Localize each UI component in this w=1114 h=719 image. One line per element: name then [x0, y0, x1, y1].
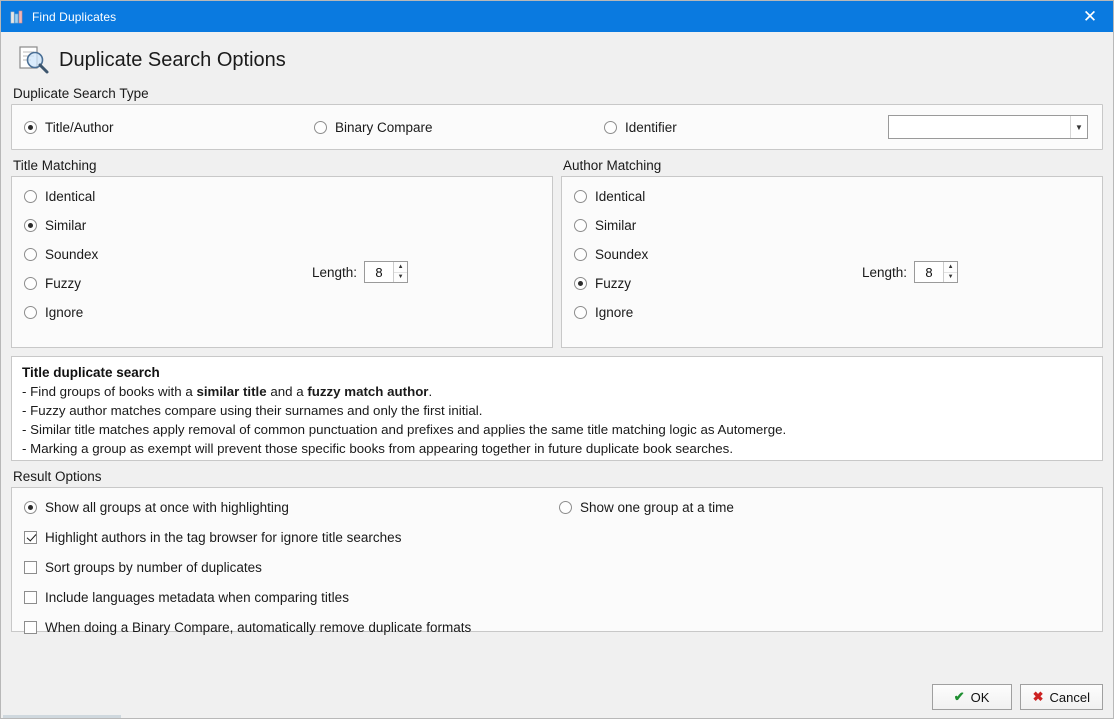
radio-author-soundex-label: Soundex	[595, 247, 649, 262]
radio-identifier-label: Identifier	[625, 119, 677, 135]
radio-dot-icon	[574, 306, 587, 319]
checkbox-highlight-authors-label: Highlight authors in the tag browser for ignore title searches	[45, 530, 402, 545]
title-length-buttons[interactable]	[393, 262, 407, 282]
cancel-button[interactable]	[1020, 684, 1103, 710]
x-icon: ✖	[1032, 689, 1044, 704]
result-options-group	[11, 469, 1103, 635]
checkbox-sort-groups[interactable]	[24, 560, 1090, 575]
author-matching-box	[561, 176, 1103, 348]
checkbox-remove-duplicate-formats[interactable]	[24, 620, 1090, 635]
radio-identifier[interactable]	[604, 120, 888, 135]
title-length-value[interactable]: 8	[375, 264, 383, 280]
magnifier-duplicate-icon	[17, 44, 51, 76]
radio-show-all-groups-label: Show all groups at once with highlighting	[45, 500, 289, 515]
dialog-body	[1, 32, 1113, 718]
cancel-button-label: Cancel	[1049, 689, 1090, 705]
title-length-stepper[interactable]	[364, 261, 408, 283]
title-length-field	[312, 261, 408, 283]
description-line-4: - Marking a group as exempt will prevent those specific books from appearing together in future duplicate book searches.	[22, 441, 734, 456]
checkbox-box-icon	[24, 591, 37, 604]
stepper-up-icon[interactable]: ▲	[944, 262, 957, 273]
checkbox-box-icon	[24, 531, 37, 544]
identifier-combo[interactable]	[888, 115, 1088, 139]
radio-title-ignore[interactable]	[24, 305, 540, 320]
description-panel	[11, 356, 1103, 461]
radio-title-fuzzy[interactable]	[24, 276, 540, 291]
book-icon	[9, 9, 25, 25]
description-line-1	[22, 382, 1092, 401]
radio-dot-icon	[24, 501, 37, 514]
radio-title-soundex[interactable]	[24, 247, 540, 262]
checkbox-highlight-authors[interactable]	[24, 530, 1090, 545]
radio-author-identical-label: Identical	[595, 189, 646, 204]
radio-author-ignore-label: Ignore	[595, 305, 634, 320]
radio-dot-icon	[24, 306, 37, 319]
radio-show-all-groups[interactable]	[24, 500, 559, 515]
stepper-up-icon[interactable]: ▲	[394, 262, 407, 273]
result-options-label: Result Options	[13, 469, 102, 484]
radio-dot-icon	[24, 190, 37, 203]
close-icon[interactable]: ✕	[1082, 6, 1098, 26]
radio-author-ignore[interactable]	[574, 305, 1090, 320]
stepper-down-icon[interactable]: ▼	[394, 273, 407, 283]
checkbox-include-languages[interactable]	[24, 590, 1090, 605]
description-line-3: - Similar title matches apply removal of common punctuation and prefixes and applies the same title matching logic as Automerge.	[22, 422, 787, 437]
checkbox-sort-groups-label: Sort groups by number of duplicates	[45, 560, 262, 575]
description-title: Title duplicate search	[22, 365, 160, 380]
radio-show-one-group[interactable]	[559, 500, 734, 515]
radio-dot-icon	[24, 121, 37, 134]
author-length-label: Length:	[862, 264, 908, 280]
radio-dot-icon	[574, 277, 587, 290]
radio-dot-icon	[574, 190, 587, 203]
radio-title-identical-label: Identical	[45, 189, 96, 204]
chevron-down-icon: ▼	[1070, 116, 1087, 138]
radio-title-ignore-label: Ignore	[45, 305, 84, 320]
matching-section	[11, 158, 1103, 348]
checkbox-remove-duplicate-formats-label: When doing a Binary Compare, automatically remove duplicate formats	[45, 620, 472, 635]
checkbox-box-icon	[24, 561, 37, 574]
result-options-box	[11, 487, 1103, 635]
radio-dot-icon	[574, 219, 587, 232]
radio-author-soundex[interactable]	[574, 247, 1090, 262]
radio-title-author[interactable]	[24, 120, 314, 135]
desc-line1-mid: and a	[266, 384, 308, 399]
duplicate-search-type-box	[11, 104, 1103, 150]
radio-author-identical[interactable]	[574, 189, 1090, 204]
radio-title-similar[interactable]	[24, 218, 540, 233]
desc-line1-suffix: .	[428, 384, 433, 399]
author-matching-group	[561, 158, 1103, 348]
window-title: Find Duplicates	[32, 9, 117, 24]
stepper-down-icon[interactable]: ▼	[944, 273, 957, 283]
title-matching-group	[11, 158, 553, 348]
radio-dot-icon	[604, 121, 617, 134]
radio-author-similar-label: Similar	[595, 218, 637, 233]
radio-title-author-label: Title/Author	[45, 119, 114, 135]
desc-line1-bold2: fuzzy match author	[307, 384, 429, 399]
title-matching-label: Title Matching	[13, 158, 97, 173]
radio-dot-icon	[24, 277, 37, 290]
author-length-buttons[interactable]	[943, 262, 957, 282]
page-title-text: Duplicate Search Options	[59, 48, 286, 71]
dialog-footer	[932, 684, 1103, 710]
radio-dot-icon	[559, 501, 572, 514]
radio-dot-icon	[574, 248, 587, 261]
radio-author-similar[interactable]	[574, 218, 1090, 233]
radio-show-one-group-label: Show one group at a time	[580, 500, 734, 515]
author-length-field	[862, 261, 958, 283]
author-length-value[interactable]: 8	[925, 264, 933, 280]
checkbox-box-icon	[24, 621, 37, 634]
desc-line1-bold1: similar title	[196, 384, 267, 399]
duplicate-search-type-label: Duplicate Search Type	[13, 86, 149, 101]
ok-button-label: OK	[970, 689, 990, 705]
radio-dot-icon	[24, 248, 37, 261]
title-bar	[1, 1, 1113, 32]
radio-title-similar-label: Similar	[45, 218, 87, 233]
title-length-label: Length:	[312, 264, 358, 280]
radio-author-fuzzy-label: Fuzzy	[595, 276, 632, 291]
taskbar-strip	[3, 715, 121, 718]
radio-title-soundex-label: Soundex	[45, 247, 99, 262]
check-icon: ✔	[953, 689, 965, 704]
author-matching-label: Author Matching	[563, 158, 662, 173]
duplicate-search-type-group	[11, 86, 1103, 150]
ok-button[interactable]	[932, 684, 1012, 710]
radio-dot-icon	[24, 219, 37, 232]
page-title	[11, 32, 1103, 86]
radio-binary-compare[interactable]	[314, 120, 604, 135]
desc-line1-prefix: - Find groups of books with a	[22, 384, 197, 399]
radio-dot-icon	[314, 121, 327, 134]
checkbox-include-languages-label: Include languages metadata when comparing titles	[45, 590, 349, 605]
title-matching-box	[11, 176, 553, 348]
author-length-stepper[interactable]	[914, 261, 958, 283]
radio-title-fuzzy-label: Fuzzy	[45, 276, 82, 291]
description-line-2: - Fuzzy author matches compare using their surnames and only the first initial.	[22, 403, 483, 418]
radio-title-identical[interactable]	[24, 189, 540, 204]
radio-binary-compare-label: Binary Compare	[335, 119, 433, 135]
radio-author-fuzzy[interactable]	[574, 276, 1090, 291]
